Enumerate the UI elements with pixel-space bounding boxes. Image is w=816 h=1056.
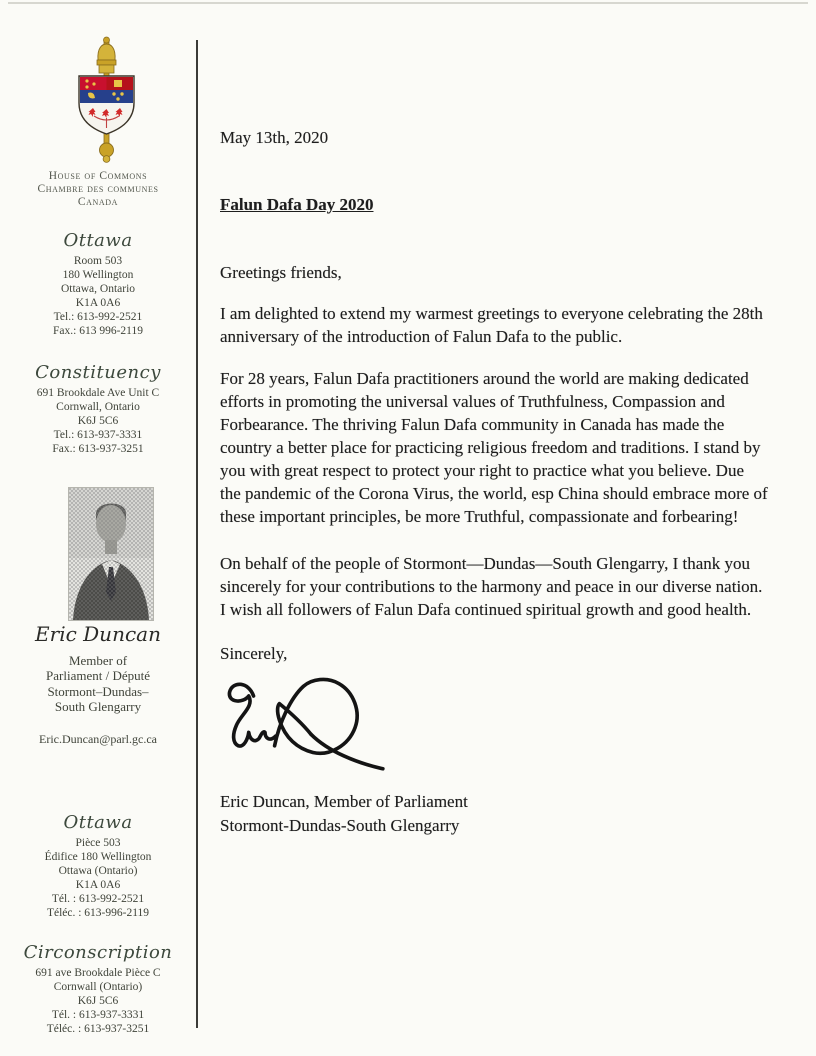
letter-body [220,128,768,838]
address-line: Room 503 [73,255,123,267]
signature-block [220,672,768,788]
org-name-block [4,170,192,210]
member-role-line: Parliament / Député [46,668,150,684]
handwritten-signature-icon [220,672,402,787]
member-email: Eric.Duncan@parl.gc.ca [39,732,157,746]
office-title: Constituency [35,362,161,383]
phone-line: Tel.: 613-937-3331 [53,429,143,442]
address-line: K1A 0A6 [75,879,121,892]
signoff-name-title: Eric Duncan, Member of Parliament [220,792,468,811]
address-line: 691 ave Brookdale Pièce C [35,967,161,979]
member-role-line: Stormont–Dundas– [47,683,149,699]
letter-date: May 13th, 2020 [220,128,329,147]
phone-line: Tel.: 613-992-2521 [53,311,143,324]
address-line: Ottawa (Ontario) [58,865,138,878]
letter-closing: Sincerely, [220,644,288,663]
address-line: K6J 5C6 [77,995,119,1008]
member-role-line: Member of [68,653,128,668]
fax-line: Fax.: 613-937-3251 [52,443,144,456]
letter-paragraph: On behalf of the people of Stormont—Dundas—South Glengarry, I thank you sincerely for your contributions to the harmony and peace in our diverse nation. I wish all followers of Falun Dafa continued spiritual growth and good health. [220,554,763,619]
letter-salutation: Greetings friends, [220,263,342,282]
org-line: House of Commons [48,170,148,182]
address-line: Cornwall, Ontario [56,401,140,414]
letterhead-divider-line [196,40,198,1028]
fax-line: Fax.: 613 996-2119 [53,325,143,338]
ottawa-office-fr [4,812,192,920]
member-name: Eric Duncan [35,622,161,646]
address-line: K1A 0A6 [75,297,121,310]
org-line: Chambre des communes [37,183,159,196]
fax-line: Téléc. : 613-937-3251 [46,1023,150,1036]
member-role-block [4,653,192,714]
constituency-office-fr [4,942,192,1036]
address-line: 691 Brookdale Ave Unit C [36,387,160,399]
letter-paragraph: For 28 years, Falun Dafa practitioners around the world are making dedicated efforts in promoting the universal values of Truthfulness, Compassion and Forbearance. The thriving Falun Dafa community in Canada has made the country a better place for practicing religious freedom and traditions. I stand by you with great respect to protect your right to practice what you believe. Due the pandemic of the Corona Virus, the world, esp China should embrace more of these important principles, be more Truthful, compassionate and forbearing! [220,369,768,526]
office-title: Circonscription [23,942,173,963]
ottawa-office-en [4,230,192,338]
address-line: Édifice 180 Wellington [44,851,152,864]
address-line: K6J 5C6 [77,415,119,428]
office-title: Ottawa [63,230,133,251]
coat-of-arms-icon [64,36,150,166]
signoff-block [220,790,768,838]
org-line: Canada [77,196,119,209]
phone-line: Tél. : 613-992-2521 [51,893,145,906]
letter-paragraph: I am delighted to extend my warmest greetings to everyone celebrating the 28th anniversary of the introduction of Falun Dafa to the public. [220,304,763,346]
office-title: Ottawa [63,812,133,833]
address-line: Cornwall (Ontario) [53,981,143,994]
address-line: Pièce 503 [75,837,121,849]
phone-line: Tél. : 613-937-3331 [51,1009,145,1022]
letterhead-sidebar [0,0,196,1056]
member-portrait-photo [68,487,154,621]
fax-line: Téléc. : 613-996-2119 [46,907,150,920]
address-line: Ottawa, Ontario [60,283,136,296]
signoff-riding: Stormont-Dundas-South Glengarry [220,816,460,835]
constituency-office-en [4,362,192,456]
member-role-line: South Glengarry [54,698,142,714]
address-line: 180 Wellington [62,269,134,282]
letter-subject: Falun Dafa Day 2020 [220,195,374,214]
